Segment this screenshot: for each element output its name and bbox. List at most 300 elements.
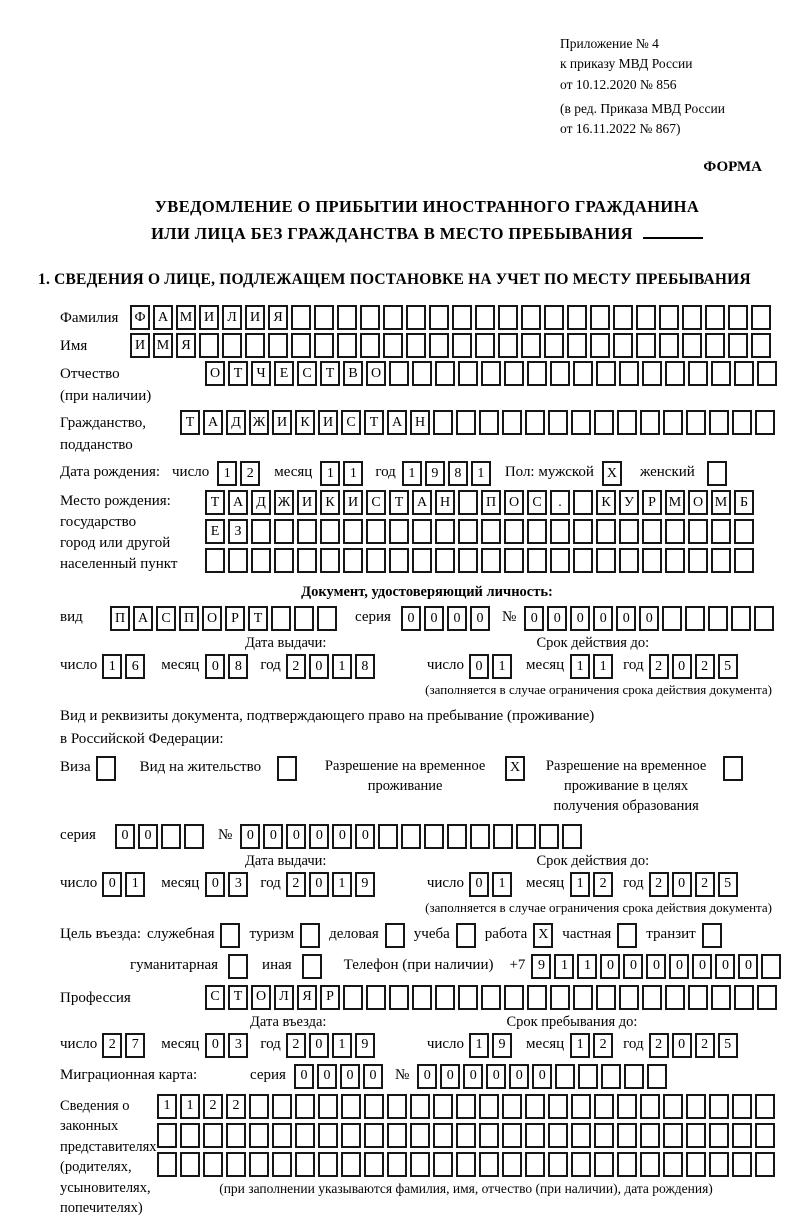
char-box[interactable]: [686, 1152, 706, 1177]
char-box[interactable]: [456, 1123, 476, 1148]
char-box[interactable]: [709, 1152, 729, 1177]
char-box[interactable]: 2: [695, 654, 715, 679]
char-box[interactable]: С: [297, 361, 317, 386]
char-box[interactable]: [682, 305, 702, 330]
char-box[interactable]: [203, 1123, 223, 1148]
char-box[interactable]: [613, 305, 633, 330]
char-box[interactable]: [410, 1094, 430, 1119]
char-box[interactable]: Р: [225, 606, 245, 631]
char-box[interactable]: [711, 985, 731, 1010]
char-box[interactable]: [619, 519, 639, 544]
char-box[interactable]: [548, 1152, 568, 1177]
char-box[interactable]: [161, 824, 181, 849]
char-box[interactable]: 0: [205, 1033, 225, 1058]
purpose-private-checkbox[interactable]: [617, 923, 637, 948]
char-box[interactable]: [406, 305, 426, 330]
char-box[interactable]: [479, 1152, 499, 1177]
char-box[interactable]: [383, 333, 403, 358]
char-box[interactable]: 0: [672, 872, 692, 897]
char-box[interactable]: [268, 333, 288, 358]
char-box[interactable]: 2: [102, 1033, 122, 1058]
char-box[interactable]: С: [205, 985, 225, 1010]
char-box[interactable]: [498, 305, 518, 330]
char-box[interactable]: Ф: [130, 305, 150, 330]
char-box[interactable]: [199, 333, 219, 358]
char-box[interactable]: 0: [317, 1064, 337, 1089]
char-box[interactable]: [711, 548, 731, 573]
char-box[interactable]: 2: [286, 872, 306, 897]
char-box[interactable]: [548, 1094, 568, 1119]
char-box[interactable]: [389, 548, 409, 573]
char-box[interactable]: 6: [125, 654, 145, 679]
char-box[interactable]: [662, 606, 682, 631]
char-box[interactable]: [389, 361, 409, 386]
char-box[interactable]: [573, 548, 593, 573]
char-box[interactable]: [251, 519, 271, 544]
char-box[interactable]: [728, 305, 748, 330]
char-box[interactable]: [663, 1152, 683, 1177]
purpose-study-checkbox[interactable]: [456, 923, 476, 948]
char-box[interactable]: 2: [695, 872, 715, 897]
char-box[interactable]: 0: [672, 654, 692, 679]
char-box[interactable]: Е: [274, 361, 294, 386]
char-box[interactable]: А: [153, 305, 173, 330]
char-box[interactable]: [578, 1064, 598, 1089]
char-box[interactable]: [734, 519, 754, 544]
char-box[interactable]: П: [110, 606, 130, 631]
char-box[interactable]: Ж: [274, 490, 294, 515]
char-box[interactable]: [525, 1094, 545, 1119]
char-box[interactable]: 1: [157, 1094, 177, 1119]
char-box[interactable]: [274, 519, 294, 544]
char-box[interactable]: [456, 1152, 476, 1177]
char-box[interactable]: 0: [600, 954, 620, 979]
char-box[interactable]: Е: [205, 519, 225, 544]
char-box[interactable]: [567, 333, 587, 358]
char-box[interactable]: 0: [263, 824, 283, 849]
char-box[interactable]: [596, 985, 616, 1010]
char-box[interactable]: 1: [332, 872, 352, 897]
char-box[interactable]: [320, 548, 340, 573]
char-box[interactable]: 0: [294, 1064, 314, 1089]
char-box[interactable]: [640, 410, 660, 435]
char-box[interactable]: [410, 1123, 430, 1148]
char-box[interactable]: [502, 410, 522, 435]
char-box[interactable]: 0: [286, 824, 306, 849]
char-box[interactable]: 0: [570, 606, 590, 631]
char-box[interactable]: 0: [669, 954, 689, 979]
char-box[interactable]: 1: [469, 1033, 489, 1058]
char-box[interactable]: [709, 1123, 729, 1148]
char-box[interactable]: [360, 333, 380, 358]
char-box[interactable]: И: [130, 333, 150, 358]
char-box[interactable]: Т: [228, 361, 248, 386]
char-box[interactable]: 0: [486, 1064, 506, 1089]
char-box[interactable]: 0: [340, 1064, 360, 1089]
char-box[interactable]: [297, 519, 317, 544]
char-box[interactable]: [619, 985, 639, 1010]
char-box[interactable]: [688, 548, 708, 573]
char-box[interactable]: 0: [309, 872, 329, 897]
char-box[interactable]: 0: [646, 954, 666, 979]
char-box[interactable]: [481, 519, 501, 544]
char-box[interactable]: [590, 333, 610, 358]
char-box[interactable]: [502, 1094, 522, 1119]
char-box[interactable]: [685, 606, 705, 631]
char-box[interactable]: [573, 985, 593, 1010]
char-box[interactable]: 2: [203, 1094, 223, 1119]
char-box[interactable]: 0: [616, 606, 636, 631]
char-box[interactable]: Б: [734, 490, 754, 515]
char-box[interactable]: [665, 548, 685, 573]
char-box[interactable]: [705, 305, 725, 330]
char-box[interactable]: [527, 361, 547, 386]
char-box[interactable]: Я: [268, 305, 288, 330]
char-box[interactable]: [567, 305, 587, 330]
char-box[interactable]: [527, 548, 547, 573]
char-box[interactable]: 1: [577, 954, 597, 979]
char-box[interactable]: [525, 1123, 545, 1148]
char-box[interactable]: [594, 410, 614, 435]
char-box[interactable]: [601, 1064, 621, 1089]
char-box[interactable]: 1: [570, 654, 590, 679]
char-box[interactable]: С: [527, 490, 547, 515]
char-box[interactable]: [550, 985, 570, 1010]
char-box[interactable]: 2: [226, 1094, 246, 1119]
char-box[interactable]: [555, 1064, 575, 1089]
char-box[interactable]: 1: [554, 954, 574, 979]
char-box[interactable]: [659, 305, 679, 330]
char-box[interactable]: П: [481, 490, 501, 515]
char-box[interactable]: [571, 1152, 591, 1177]
char-box[interactable]: [272, 1152, 292, 1177]
char-box[interactable]: 0: [469, 872, 489, 897]
char-box[interactable]: [433, 1152, 453, 1177]
char-box[interactable]: А: [203, 410, 223, 435]
char-box[interactable]: О: [251, 985, 271, 1010]
char-box[interactable]: 1: [570, 872, 590, 897]
char-box[interactable]: [665, 361, 685, 386]
purpose-other-checkbox[interactable]: [302, 954, 322, 979]
char-box[interactable]: [504, 985, 524, 1010]
char-box[interactable]: 0: [524, 606, 544, 631]
char-box[interactable]: [686, 1094, 706, 1119]
char-box[interactable]: [642, 985, 662, 1010]
char-box[interactable]: [458, 985, 478, 1010]
char-box[interactable]: [688, 361, 708, 386]
char-box[interactable]: [294, 606, 314, 631]
char-box[interactable]: [624, 1064, 644, 1089]
char-box[interactable]: 5: [718, 872, 738, 897]
char-box[interactable]: [728, 333, 748, 358]
char-box[interactable]: П: [179, 606, 199, 631]
char-box[interactable]: [642, 361, 662, 386]
char-box[interactable]: [424, 824, 444, 849]
char-box[interactable]: [521, 333, 541, 358]
char-box[interactable]: И: [199, 305, 219, 330]
char-box[interactable]: [711, 519, 731, 544]
char-box[interactable]: [337, 333, 357, 358]
char-box[interactable]: [410, 1152, 430, 1177]
purpose-humanitarian-checkbox[interactable]: [228, 954, 248, 979]
char-box[interactable]: 2: [286, 1033, 306, 1058]
char-box[interactable]: [433, 1123, 453, 1148]
char-box[interactable]: Л: [222, 305, 242, 330]
char-box[interactable]: 0: [102, 872, 122, 897]
purpose-business-checkbox[interactable]: [385, 923, 405, 948]
char-box[interactable]: [688, 519, 708, 544]
char-box[interactable]: [734, 985, 754, 1010]
char-box[interactable]: 2: [649, 1033, 669, 1058]
char-box[interactable]: [318, 1094, 338, 1119]
char-box[interactable]: Т: [228, 985, 248, 1010]
char-box[interactable]: 0: [205, 654, 225, 679]
char-box[interactable]: 0: [355, 824, 375, 849]
char-box[interactable]: 0: [240, 824, 260, 849]
char-box[interactable]: М: [176, 305, 196, 330]
char-box[interactable]: Н: [410, 410, 430, 435]
char-box[interactable]: [447, 824, 467, 849]
char-box[interactable]: О: [202, 606, 222, 631]
char-box[interactable]: [378, 824, 398, 849]
char-box[interactable]: [516, 824, 536, 849]
char-box[interactable]: 0: [692, 954, 712, 979]
char-box[interactable]: [594, 1152, 614, 1177]
char-box[interactable]: 0: [509, 1064, 529, 1089]
char-box[interactable]: [636, 333, 656, 358]
char-box[interactable]: Т: [248, 606, 268, 631]
char-box[interactable]: 1: [402, 461, 422, 486]
char-box[interactable]: З: [228, 519, 248, 544]
char-box[interactable]: А: [412, 490, 432, 515]
char-box[interactable]: [456, 1094, 476, 1119]
char-box[interactable]: [734, 361, 754, 386]
char-box[interactable]: 0: [417, 1064, 437, 1089]
char-box[interactable]: 1: [332, 654, 352, 679]
char-box[interactable]: [493, 824, 513, 849]
char-box[interactable]: [205, 548, 225, 573]
char-box[interactable]: [548, 1123, 568, 1148]
char-box[interactable]: [504, 361, 524, 386]
char-box[interactable]: 8: [448, 461, 468, 486]
char-box[interactable]: [539, 824, 559, 849]
char-box[interactable]: У: [619, 490, 639, 515]
char-box[interactable]: Я: [297, 985, 317, 1010]
char-box[interactable]: [245, 333, 265, 358]
char-box[interactable]: [709, 410, 729, 435]
char-box[interactable]: [596, 548, 616, 573]
char-box[interactable]: [573, 361, 593, 386]
char-box[interactable]: 5: [718, 1033, 738, 1058]
char-box[interactable]: [429, 333, 449, 358]
char-box[interactable]: 0: [309, 654, 329, 679]
char-box[interactable]: О: [504, 490, 524, 515]
char-box[interactable]: [527, 985, 547, 1010]
char-box[interactable]: А: [387, 410, 407, 435]
char-box[interactable]: [295, 1152, 315, 1177]
char-box[interactable]: [502, 1123, 522, 1148]
char-box[interactable]: 0: [639, 606, 659, 631]
char-box[interactable]: [180, 1152, 200, 1177]
char-box[interactable]: [617, 1152, 637, 1177]
char-box[interactable]: С: [156, 606, 176, 631]
char-box[interactable]: Р: [320, 985, 340, 1010]
char-box[interactable]: [314, 333, 334, 358]
char-box[interactable]: 0: [205, 872, 225, 897]
char-box[interactable]: [297, 548, 317, 573]
residence-permit-checkbox[interactable]: [277, 756, 297, 781]
char-box[interactable]: [755, 1123, 775, 1148]
char-box[interactable]: [341, 1152, 361, 1177]
purpose-transit-checkbox[interactable]: [702, 923, 722, 948]
char-box[interactable]: 0: [332, 824, 352, 849]
char-box[interactable]: [617, 1123, 637, 1148]
char-box[interactable]: [228, 548, 248, 573]
char-box[interactable]: [435, 548, 455, 573]
char-box[interactable]: 1: [492, 872, 512, 897]
char-box[interactable]: [571, 410, 591, 435]
char-box[interactable]: [640, 1094, 660, 1119]
char-box[interactable]: [343, 519, 363, 544]
char-box[interactable]: [665, 519, 685, 544]
char-box[interactable]: [203, 1152, 223, 1177]
char-box[interactable]: 0: [469, 654, 489, 679]
char-box[interactable]: [475, 305, 495, 330]
visa-checkbox[interactable]: [96, 756, 116, 781]
char-box[interactable]: Т: [320, 361, 340, 386]
char-box[interactable]: [550, 361, 570, 386]
char-box[interactable]: 1: [492, 654, 512, 679]
char-box[interactable]: [251, 548, 271, 573]
char-box[interactable]: М: [711, 490, 731, 515]
char-box[interactable]: С: [341, 410, 361, 435]
char-box[interactable]: [544, 333, 564, 358]
char-box[interactable]: [613, 333, 633, 358]
purpose-work-checkbox[interactable]: X: [533, 923, 553, 948]
char-box[interactable]: А: [228, 490, 248, 515]
char-box[interactable]: 3: [228, 1033, 248, 1058]
char-box[interactable]: 0: [532, 1064, 552, 1089]
char-box[interactable]: [387, 1094, 407, 1119]
purpose-tourism-checkbox[interactable]: [300, 923, 320, 948]
char-box[interactable]: [663, 1094, 683, 1119]
char-box[interactable]: 0: [424, 606, 444, 631]
char-box[interactable]: 9: [425, 461, 445, 486]
char-box[interactable]: 1: [217, 461, 237, 486]
char-box[interactable]: [705, 333, 725, 358]
char-box[interactable]: [550, 519, 570, 544]
char-box[interactable]: [452, 333, 472, 358]
char-box[interactable]: 8: [355, 654, 375, 679]
char-box[interactable]: Т: [389, 490, 409, 515]
char-box[interactable]: [458, 490, 478, 515]
char-box[interactable]: [249, 1123, 269, 1148]
char-box[interactable]: [291, 333, 311, 358]
rvp-checkbox[interactable]: X: [505, 756, 525, 781]
char-box[interactable]: [640, 1123, 660, 1148]
char-box[interactable]: [594, 1094, 614, 1119]
char-box[interactable]: [573, 519, 593, 544]
sex-female-checkbox[interactable]: [707, 461, 727, 486]
char-box[interactable]: И: [297, 490, 317, 515]
char-box[interactable]: 0: [363, 1064, 383, 1089]
char-box[interactable]: [619, 361, 639, 386]
char-box[interactable]: [755, 410, 775, 435]
char-box[interactable]: [157, 1152, 177, 1177]
char-box[interactable]: [550, 548, 570, 573]
char-box[interactable]: [686, 410, 706, 435]
char-box[interactable]: [383, 305, 403, 330]
char-box[interactable]: [755, 1094, 775, 1119]
char-box[interactable]: 0: [115, 824, 135, 849]
char-box[interactable]: [479, 1094, 499, 1119]
char-box[interactable]: Ч: [251, 361, 271, 386]
char-box[interactable]: [222, 333, 242, 358]
char-box[interactable]: 0: [738, 954, 758, 979]
char-box[interactable]: [364, 1123, 384, 1148]
char-box[interactable]: [751, 305, 771, 330]
char-box[interactable]: 9: [355, 872, 375, 897]
char-box[interactable]: 1: [102, 654, 122, 679]
char-box[interactable]: [590, 305, 610, 330]
char-box[interactable]: 1: [471, 461, 491, 486]
char-box[interactable]: Н: [435, 490, 455, 515]
char-box[interactable]: 7: [125, 1033, 145, 1058]
char-box[interactable]: [504, 519, 524, 544]
char-box[interactable]: К: [320, 490, 340, 515]
char-box[interactable]: М: [665, 490, 685, 515]
char-box[interactable]: [389, 985, 409, 1010]
char-box[interactable]: И: [272, 410, 292, 435]
char-box[interactable]: [617, 410, 637, 435]
char-box[interactable]: [318, 1152, 338, 1177]
char-box[interactable]: Л: [274, 985, 294, 1010]
char-box[interactable]: 1: [180, 1094, 200, 1119]
char-box[interactable]: [458, 361, 478, 386]
char-box[interactable]: [452, 305, 472, 330]
char-box[interactable]: [295, 1123, 315, 1148]
char-box[interactable]: [525, 410, 545, 435]
char-box[interactable]: [686, 1123, 706, 1148]
char-box[interactable]: [751, 333, 771, 358]
char-box[interactable]: [475, 333, 495, 358]
char-box[interactable]: 5: [718, 654, 738, 679]
char-box[interactable]: [272, 1123, 292, 1148]
char-box[interactable]: [249, 1152, 269, 1177]
char-box[interactable]: 9: [492, 1033, 512, 1058]
char-box[interactable]: [755, 1152, 775, 1177]
char-box[interactable]: [429, 305, 449, 330]
char-box[interactable]: [663, 410, 683, 435]
char-box[interactable]: [734, 548, 754, 573]
char-box[interactable]: [433, 410, 453, 435]
char-box[interactable]: [571, 1123, 591, 1148]
char-box[interactable]: 2: [649, 654, 669, 679]
sex-male-checkbox[interactable]: X: [602, 461, 622, 486]
char-box[interactable]: О: [205, 361, 225, 386]
char-box[interactable]: [412, 548, 432, 573]
char-box[interactable]: [435, 519, 455, 544]
char-box[interactable]: [271, 606, 291, 631]
char-box[interactable]: 0: [401, 606, 421, 631]
char-box[interactable]: 0: [547, 606, 567, 631]
char-box[interactable]: [180, 1123, 200, 1148]
char-box[interactable]: 8: [228, 654, 248, 679]
char-box[interactable]: 2: [649, 872, 669, 897]
char-box[interactable]: 2: [240, 461, 260, 486]
char-box[interactable]: [456, 410, 476, 435]
char-box[interactable]: К: [295, 410, 315, 435]
